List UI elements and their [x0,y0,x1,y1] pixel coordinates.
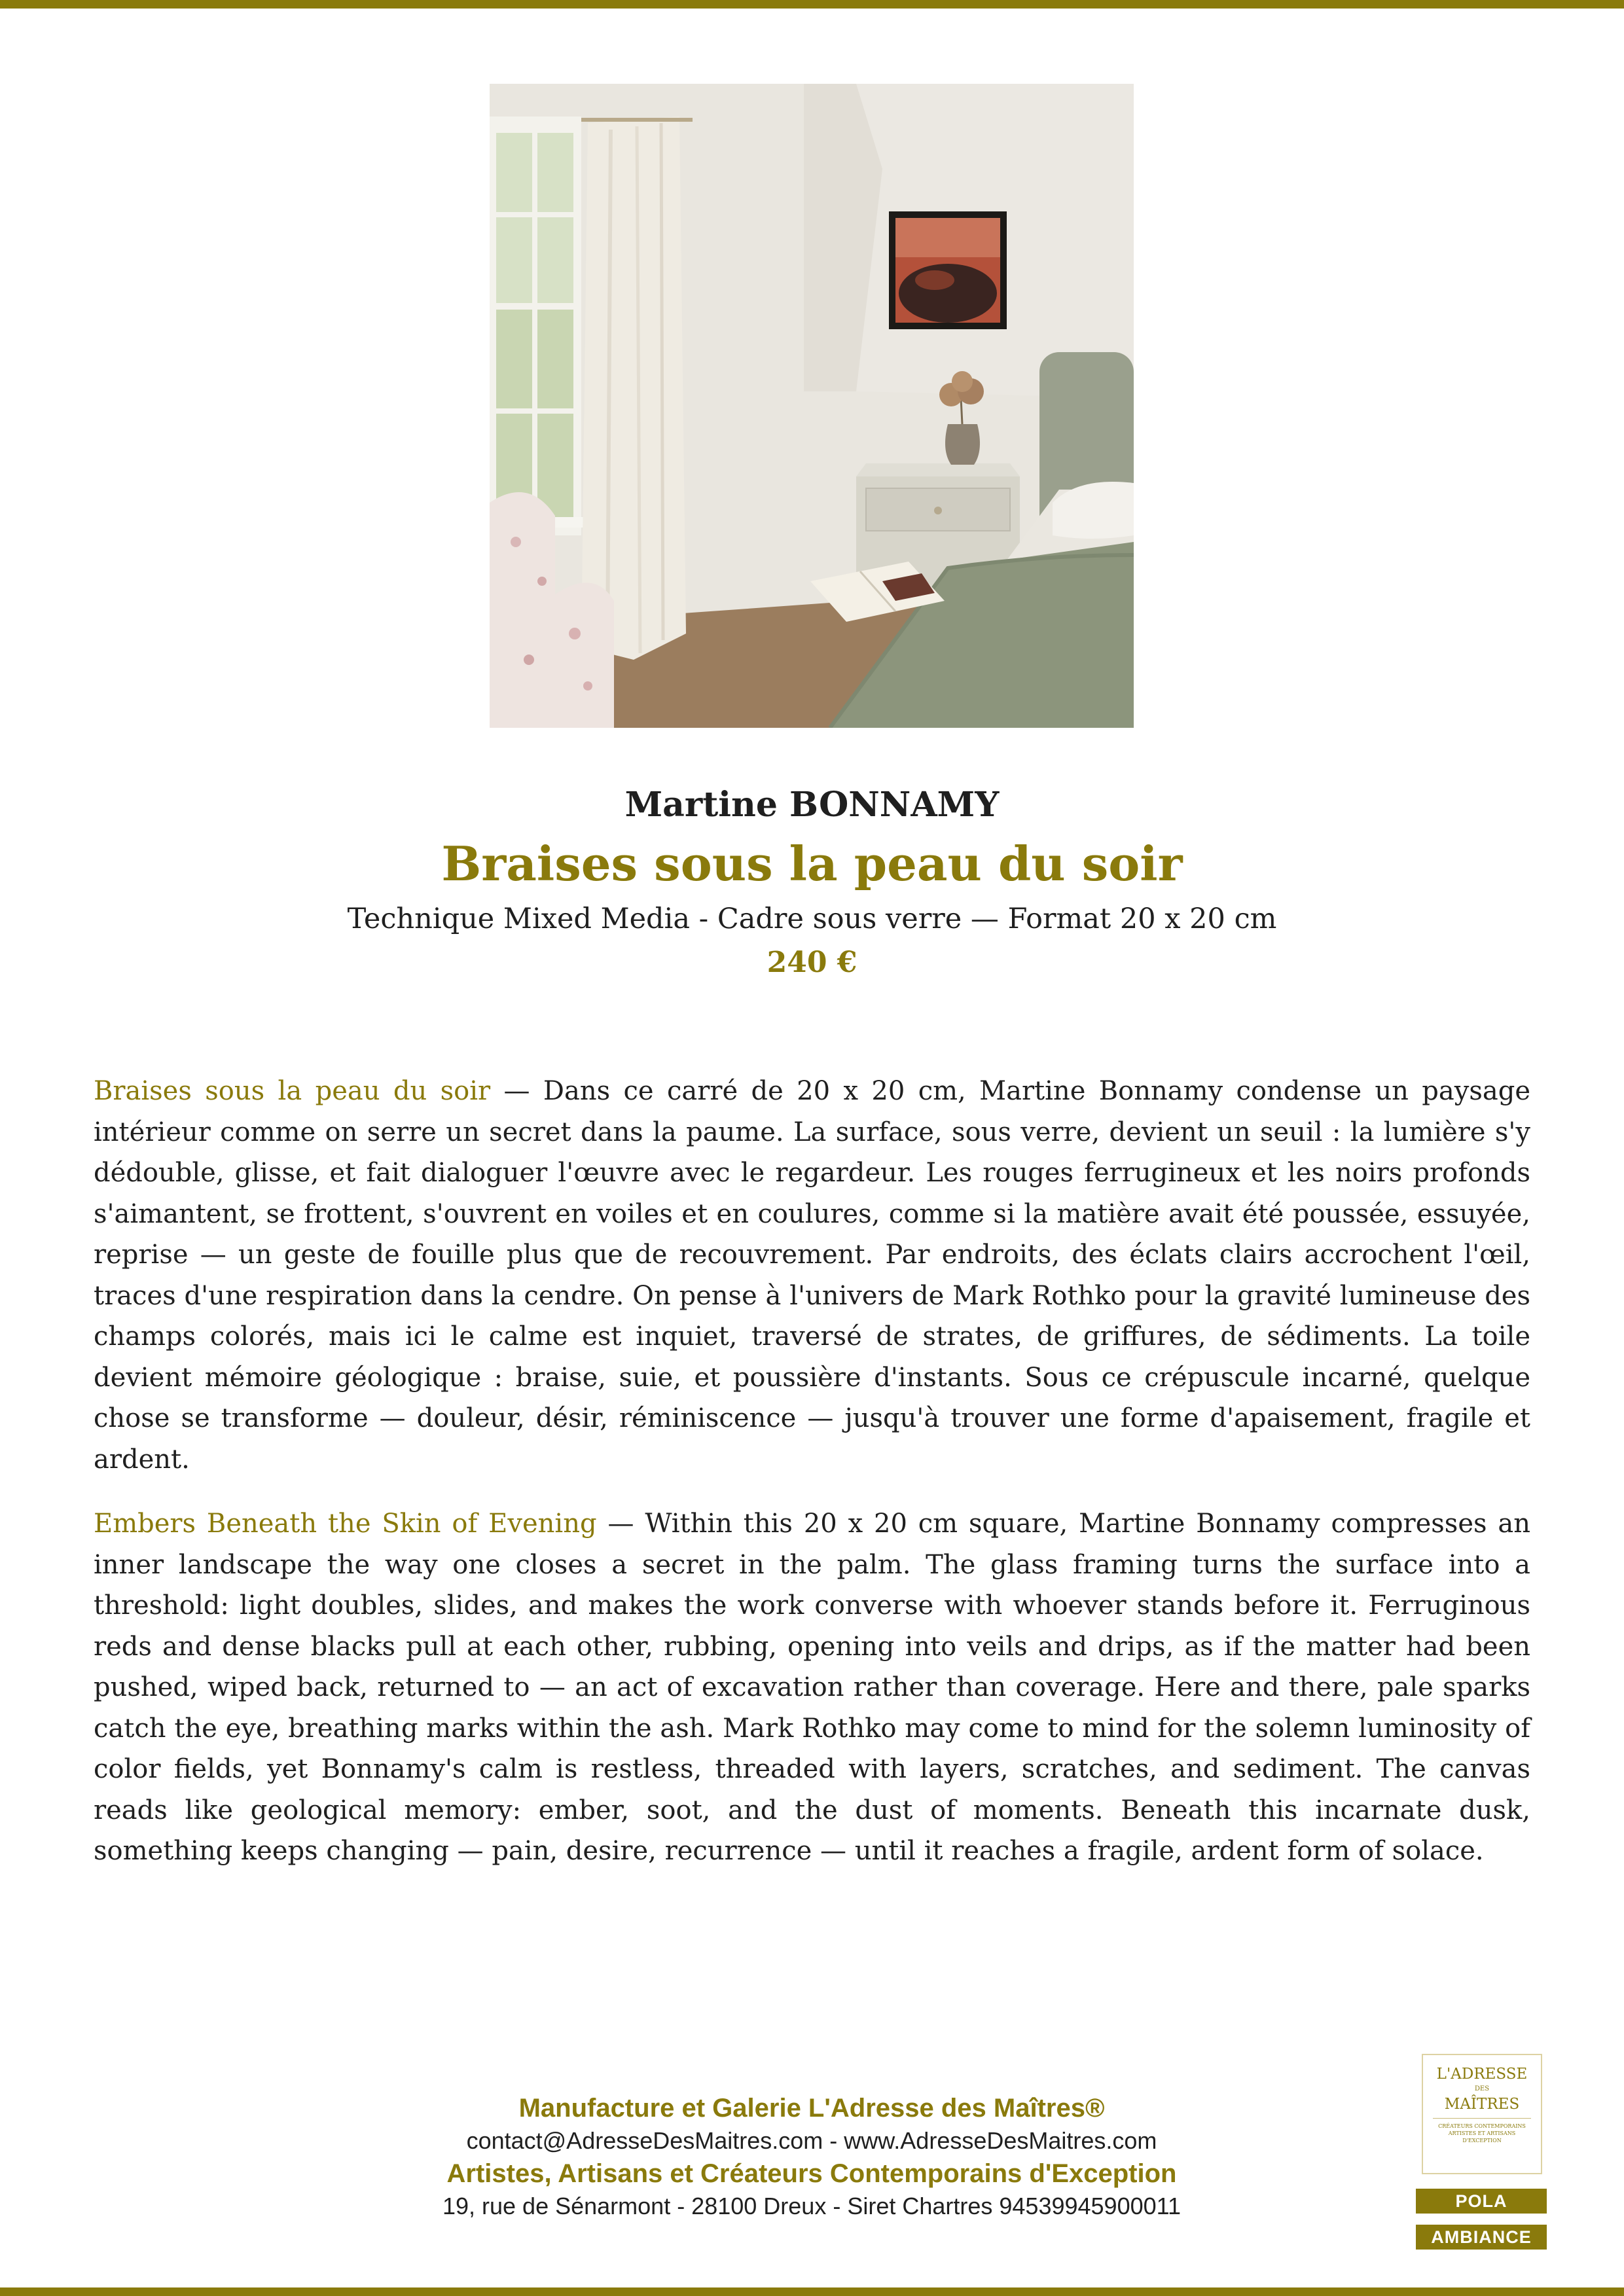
artwork-title: Braises sous la peau du soir [441,836,1183,891]
footer-address: 19, rue de Sénarmont - 28100 Dreux - Siret Chartres 94539945900011 [442,2193,1182,2219]
artwork-price: 240 € [767,946,857,979]
logo-line-4: CRÉATEURS CONTEMPORAINS ARTISTES ET ARTISANS D'EXCEPTION [1438,2123,1526,2144]
description-french [94,1071,1530,1480]
ambiance-badge: AMBIANCE [1416,2225,1547,2250]
logo-divider [1433,2118,1531,2119]
logo-line-2: DES [1474,2085,1490,2092]
description-french-lead: Braises sous la peau du soir [94,1076,491,1106]
artwork-description [94,1071,1530,1895]
bottom-rule [0,2287,1624,2296]
artwork-technique: Technique Mixed Media - Cadre sous verre — Format 20 x 20 cm [347,903,1277,935]
logo-line-3: MAÎTRES [1444,2096,1520,2113]
description-english-text: — Within this 20 x 20 cm square, Martine Bonnamy compresses an inner landscape the way one closes a secret in the palm. The glass framing turns the surface into a threshold: light doubles, slides, and makes the work converse with whoever stands before it. Ferruginous reds and dense blacks pull at each other, rubbing, opening into veils and drips, as if the matter had been pushed, wiped back, returned to — an act of excavation rather than coverage. Here and there, pale sparks catch the eye, breathing marks within the ash. Mark Rothko may come to mind for the solemn luminosity of color fields, yet Bonnamy's calm is restless, threaded with layers, scratches, and sediment. The canvas reads like geological memory: ember, soot, and the dust of moments. Beneath this incarnate dusk, something keeps changing — pain, desire, recurrence — until it reaches a fragile, ardent form of solace. [94,1509,1530,1866]
top-rule [0,0,1624,9]
logo-line-1: L'ADRESSE [1436,2066,1528,2083]
artwork-room-photo [490,84,1134,728]
footer-contact: contact@AdresseDesMaitres.com - www.AdresseDesMaitres.com [466,2127,1157,2154]
pola-badge: POLA [1416,2189,1547,2214]
description-english-lead: Embers Beneath the Skin of Evening [94,1509,597,1539]
artist-name: Martine BONNAMY [624,785,1000,825]
description-french-text: — Dans ce carré de 20 x 20 cm, Martine Bonnamy condense un paysage intérieur comme on serre un secret dans la paume. La surface, sous verre, devient un seuil : la lumière s'y dédouble, glisse, et fait dialoguer l'œuvre avec le regardeur. Les rouges ferrugineux et les noirs profonds s'aimantent, se frottent, s'ouvrent en voiles et en coulures, comme si la matière avait été poussée, essuyée, reprise — un geste de fouille plus que de recouvrement. Par endroits, des éclats clairs accrochent l'œil, traces d'une respiration dans la cendre. On pense à l'univers de Mark Rothko pour la gravité lumineuse des champs colorés, mais ici le calme est inquiet, traversé de strates, de griffures, de sédiments. La toile devient mémoire géologique : braise, suie, et poussière d'instants. Sous ce crépuscule incarné, quelque chose se transforme — douleur, désir, réminiscence — jusqu'à trouver une forme d'apaisement, fragile et ardent. [94,1076,1530,1475]
description-english [94,1503,1530,1872]
footer-gallery-name: Manufacture et Galerie L'Adresse des Maîtres® [518,2094,1105,2123]
artwork-header [0,779,1624,984]
footer [157,2092,1466,2223]
gallery-logo [1422,2054,1542,2174]
footer-tagline: Artistes, Artisans et Créateurs Contemporains d'Exception [446,2159,1177,2188]
